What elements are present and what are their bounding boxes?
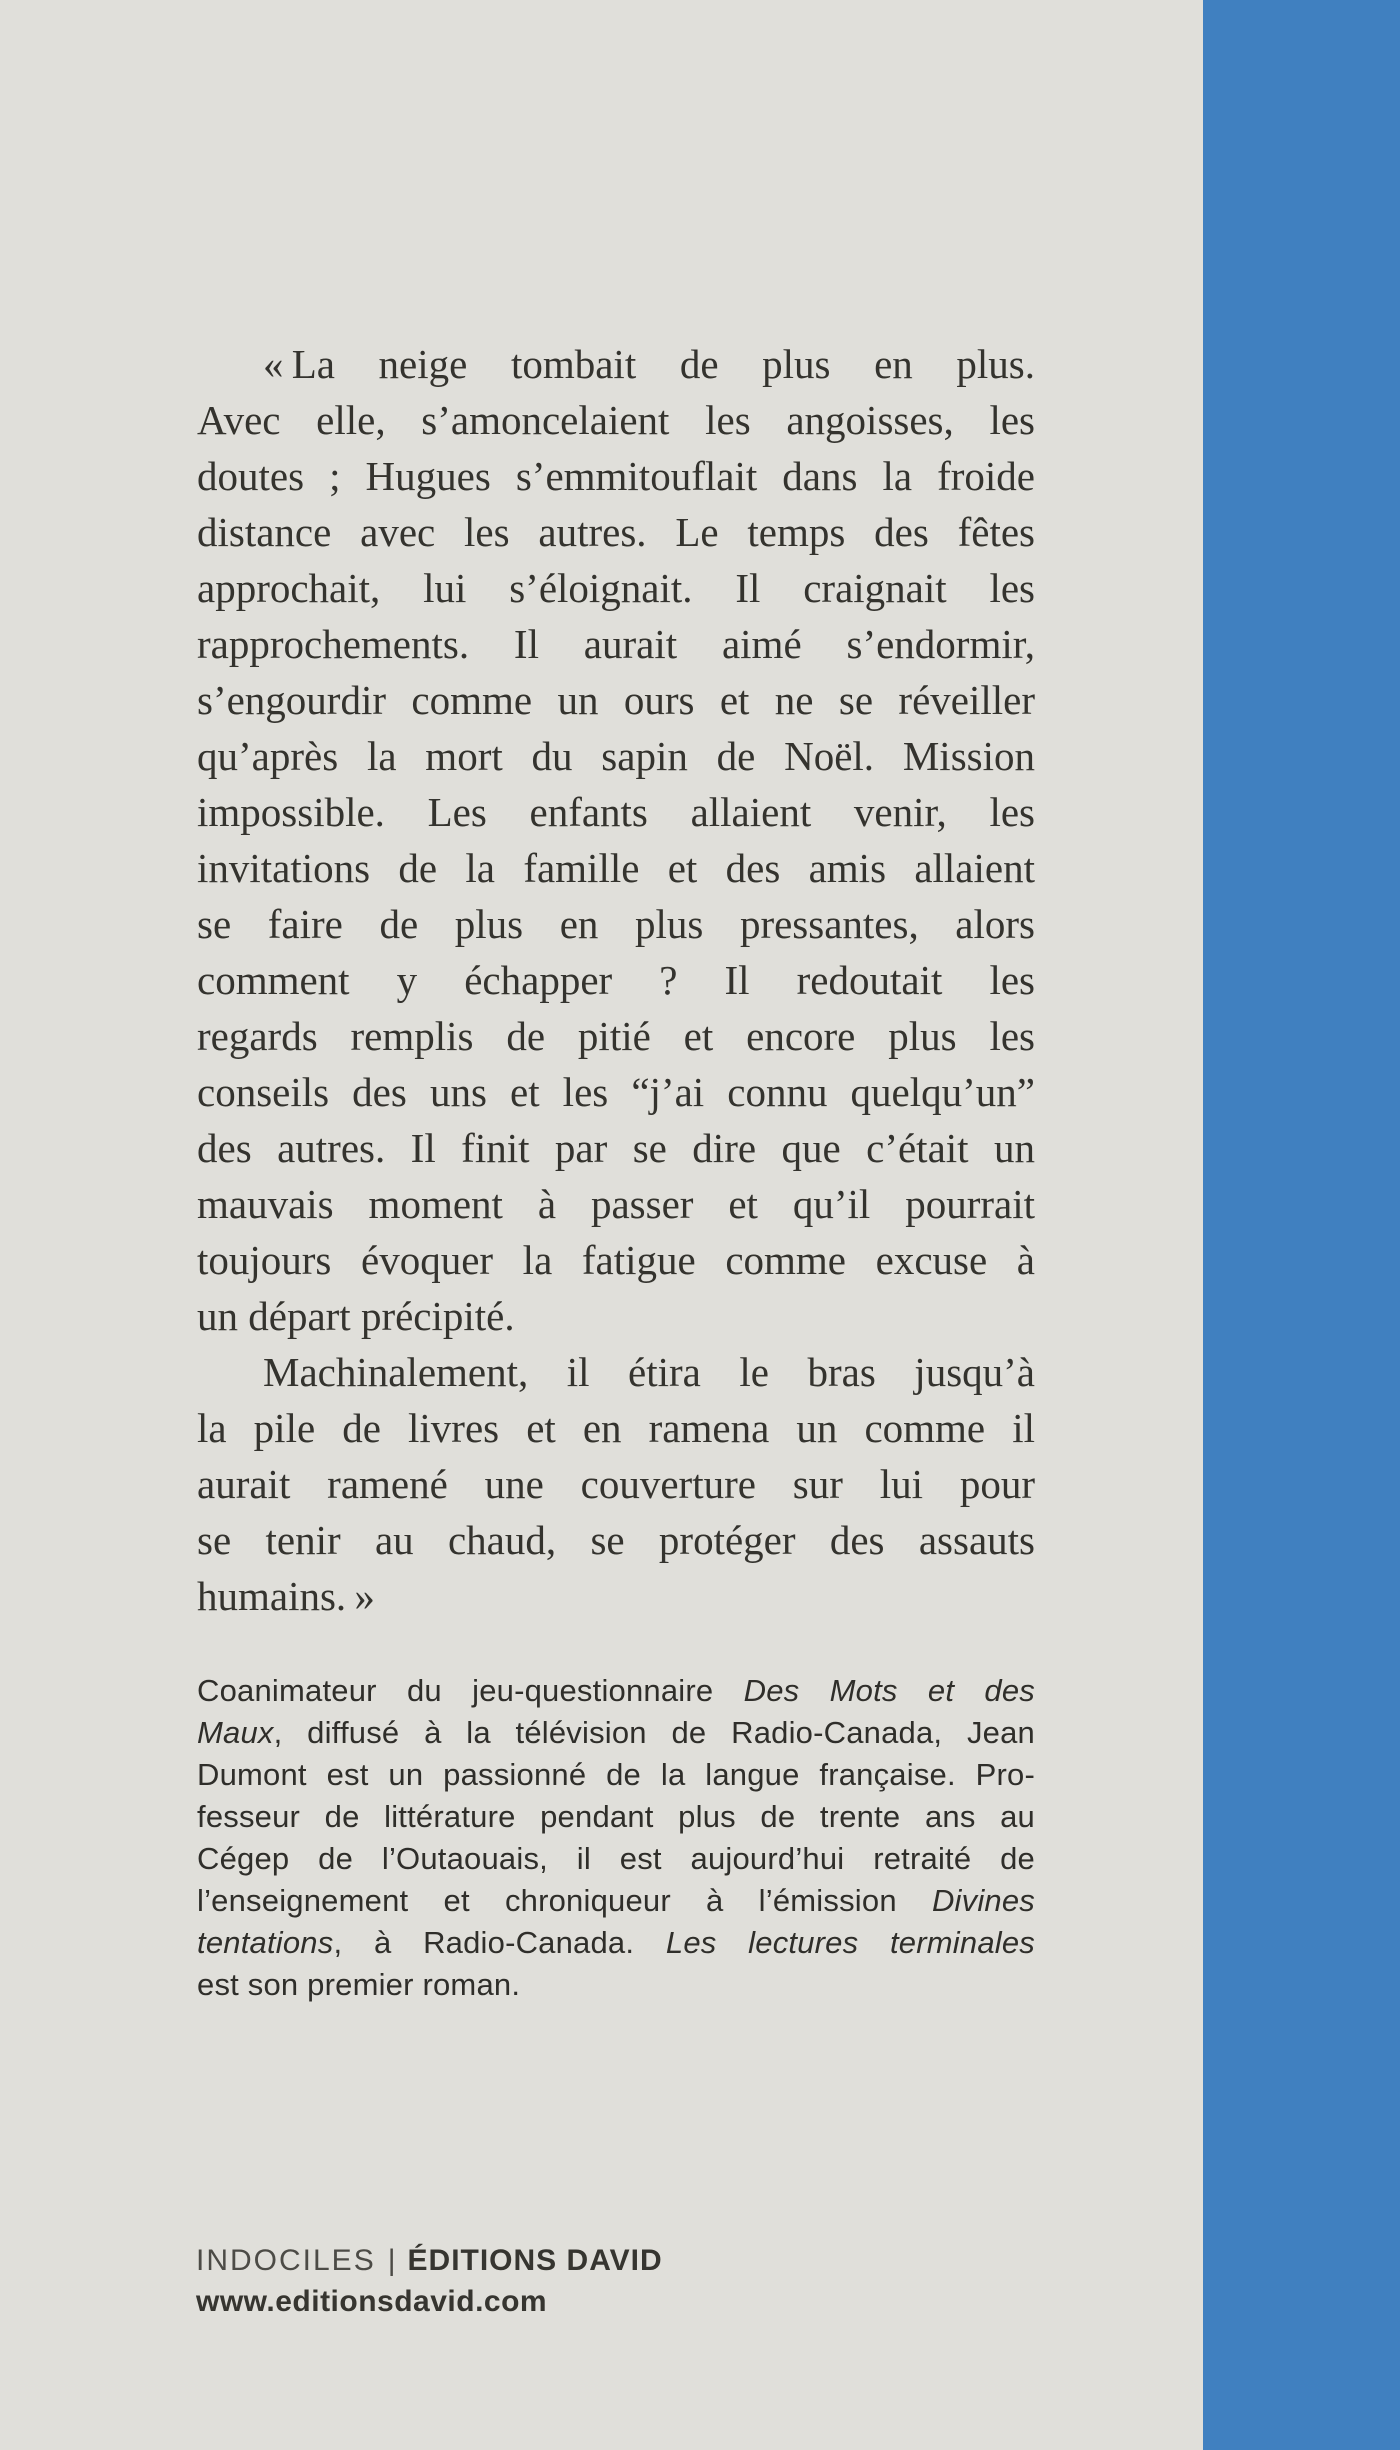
- bio-title-italic: Maux: [197, 1715, 274, 1750]
- quote-line: doutes ; Hugues s’emmitouflait dans la froide: [197, 453, 1035, 499]
- bio-text: Dumont est un passionné de la langue française. Pro-: [197, 1757, 1035, 1792]
- bio-line: [197, 1922, 1035, 1964]
- quote-line: un départ précipité.: [197, 1293, 515, 1339]
- bio-line: [197, 1712, 1035, 1754]
- bio-text: , à Radio-Canada.: [333, 1925, 666, 1960]
- bio-line: [197, 1754, 1035, 1796]
- quote-line: toujours évoquer la fatigue comme excuse à: [197, 1237, 1035, 1283]
- bio-text: est son premier roman.: [197, 1967, 521, 2002]
- collection-name: INDOCILES: [196, 2244, 376, 2277]
- bio-line: [197, 1796, 1035, 1838]
- quote-line: la pile de livres et en ramena un comme il: [197, 1405, 1035, 1451]
- publisher-website: www.editionsdavid.com: [196, 2285, 548, 2318]
- bio-text: Coanimateur du jeu-questionnaire: [197, 1673, 744, 1708]
- quote-line: qu’après la mort du sapin de Noël. Mission: [197, 733, 1035, 779]
- quote-line: regards remplis de pitié et encore plus les: [197, 1013, 1035, 1059]
- bio-text: Cégep de l’Outaouais, il est aujourd’hui retraité de: [197, 1841, 1035, 1876]
- quote-line: comment y échapper ? Il redoutait les: [197, 957, 1035, 1003]
- bio-line: [197, 1670, 1035, 1712]
- quote-line: rapprochements. Il aurait aimé s’endormir,: [197, 621, 1035, 667]
- quote-line: mauvais moment à passer et qu’il pourrait: [197, 1181, 1035, 1227]
- quote-line: se faire de plus en plus pressantes, alors: [197, 901, 1035, 947]
- publisher-separator: |: [387, 2244, 396, 2277]
- bio-line: [197, 1838, 1035, 1880]
- quote-line: se tenir au chaud, se protéger des assauts: [197, 1517, 1035, 1563]
- publisher-name: ÉDITIONS DAVID: [407, 2244, 663, 2277]
- quote-line: humains. »: [197, 1573, 375, 1619]
- bio-line: [197, 1964, 1035, 2006]
- quote-line: distance avec les autres. Le temps des fêtes: [197, 509, 1035, 555]
- quote-line: Avec elle, s’amoncelaient les angoisses, les: [197, 397, 1035, 443]
- bio-title-italic: Des Mots et des: [743, 1673, 1035, 1708]
- bio-title-italic: Les lectures terminales: [665, 1925, 1035, 1960]
- excerpt-quote: [197, 336, 1035, 1624]
- author-bio: [197, 1670, 1035, 2006]
- bio-line: [197, 1880, 1035, 1922]
- bio-title-italic: Divines: [931, 1883, 1035, 1918]
- quote-line: conseils des uns et les “j’ai connu quelqu’un”: [197, 1069, 1035, 1115]
- publisher-line: [196, 2240, 663, 2281]
- bio-text: l’enseignement et chroniqueur à l’émission: [197, 1883, 932, 1918]
- quote-line: aurait ramené une couverture sur lui pour: [197, 1461, 1035, 1507]
- bio-title-italic: tentations: [197, 1925, 334, 1960]
- bio-text: , diffusé à la télévision de Radio-Canada, Jean: [273, 1715, 1035, 1750]
- quote-line: Machinalement, il étira le bras jusqu’à: [263, 1349, 1035, 1395]
- quote-line: impossible. Les enfants allaient venir, les: [197, 789, 1035, 835]
- quote-line: « La neige tombait de plus en plus.: [263, 341, 1035, 387]
- cover-blue-stripe: [1203, 0, 1400, 2450]
- quote-line: invitations de la famille et des amis allaient: [197, 845, 1035, 891]
- bio-text: fesseur de littérature pendant plus de trente ans au: [197, 1799, 1035, 1834]
- quote-line: s’engourdir comme un ours et ne se réveiller: [197, 677, 1035, 723]
- quote-line: approchait, lui s’éloignait. Il craignait les: [197, 565, 1035, 611]
- publisher-block: [196, 2240, 663, 2322]
- quote-line: des autres. Il finit par se dire que c’était un: [197, 1125, 1035, 1171]
